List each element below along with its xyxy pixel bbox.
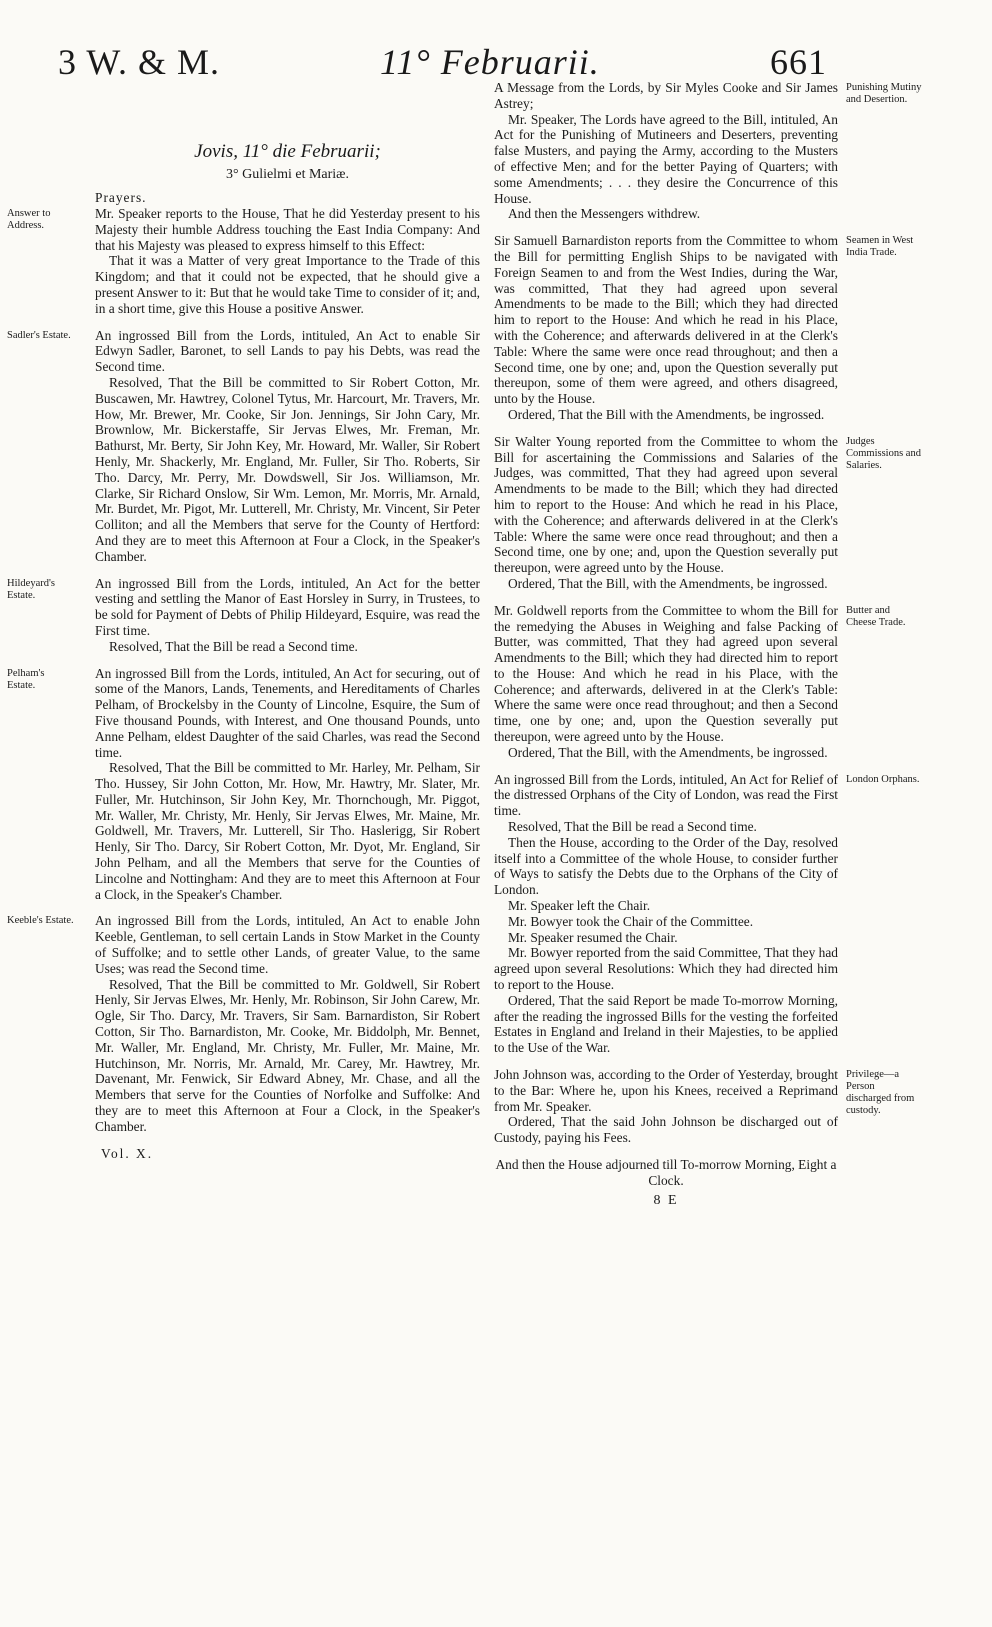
journal-entry <box>7 327 480 565</box>
margin-note: Pelham's Estate. <box>7 667 45 691</box>
entry-paragraph: Mr. Speaker resumed the Chair. <box>508 929 678 945</box>
entry-paragraph: Then the House, according to the Order of the Day, resolved itself into a Committee of the whole House, to consider further of Ways to satisfy the Debts due to the Orphans of the City of London. <box>494 834 838 898</box>
entry-paragraph: Ordered, That the said John Johnson be discharged out of Custody, paying his Fees. <box>494 1114 838 1146</box>
entry-paragraph: Mr. Speaker left the Chair. <box>508 898 651 914</box>
journal-entry <box>494 80 922 222</box>
entry-paragraph: Ordered, That the Bill with the Amendments, be ingrossed. <box>508 406 825 422</box>
page-number: 661 <box>770 42 827 82</box>
margin-note: Punishing Mutiny and Desertion. <box>846 82 922 105</box>
margin-note: Butter and Cheese Trade. <box>846 604 906 628</box>
journal-entry <box>494 233 914 423</box>
journal-entry <box>494 602 906 761</box>
entry-paragraph: Ordered, That the said Report be made To-morrow Morning, after the reading the ingrossed Bills for the vesting the forfeited Estates in England and Ireland in their Majesties, to be applied to the Use of the War. <box>494 992 838 1056</box>
left-column <box>7 80 480 1162</box>
journal-entry <box>494 433 921 592</box>
margin-note: Hildeyard's Estate. <box>7 577 55 601</box>
entry-paragraph: Mr. Speaker, The Lords have agreed to the Bill, intituled, An Act for the Punishing of Mutineers and Deserters, preventing false Musters, and paying the Army, according to the Musters of effective Men; and for the better Paying of Quarters; with some Amendments; . . . they desire the Concurrence of this House. <box>494 111 838 206</box>
right-entries <box>494 80 922 1146</box>
margin-note: Keeble's Estate. <box>7 915 74 927</box>
entry-paragraph: Resolved, That the Bill be read a Second time. <box>508 819 757 835</box>
entry-paragraph: Resolved, That the Bill be committed to Sir Robert Cotton, Mr. Buscawen, Mr. Hawtrey, Colonel Tytus, Mr. Harcourt, Mr. Travers, Mr. How, Mr. Brewer, Mr. Cooke, Sir Jon. Jennings, Sir John Cary, Mr. Brownlow, Mr. Bickerstaffe, Sir Jervas Elwes, Mr. Freman, Mr. Bathurst, Mr. Berty, Sir John Key, Mr. Howard, Mr. Waller, Sir Robert Henly, Mr. Shackerly, Mr. England, Mr. Fuller, Sir Tho. Roberts, Sir Tho. Darcy, Mr. Perry, Mr. Dowdswell, Sir Jos. Williamson, Mr. Clarke, Sir Richard Onslow, Sir Wm. Lemon, Mr. Morris, Mr. Arnald, Mr. Burdet, Mr. Pigot, Mr. Lutterell, Mr. Christy, Mr. Vincent, Sir Peter Colliton; and all the Members that serve for the County of Hertford: And they are to meet this Afternoon at Four a Clock, in the Speaker's Chamber. <box>95 374 480 564</box>
journal-entry <box>7 206 480 317</box>
entry-paragraph: That it was a Matter of very great Importance to the Trade of this Kingdom; and that it could not be expected, that he should give a present Answer to it: But that he would take Time to consider of it; and, in a short time, give this House a positive Answer. <box>95 253 480 316</box>
entry-paragraph: An ingrossed Bill from the Lords, intituled, An Act for securing, out of some of the Manors, Lands, Tenements, and Hereditaments of Charles Pelham, of Brockelsby in the County of Lincolne, Esquire, the Sum of Five thousand Pounds, with Interest, and One thousand Pounds, unto Anne Pelham, eldest Daughter of the said Charles, was read the Second time. <box>95 665 480 760</box>
signature-mark: 8 E <box>653 1192 679 1208</box>
day-subtitle: 3° Gulielmi et Mariæ. <box>225 167 350 182</box>
adjournment-line: And then the House adjourned till To-morrow Morning, Eight a Clock. <box>495 1157 837 1188</box>
entry-paragraph: Mr. Bowyer reported from the said Committee, That they had agreed upon several Resolutions: Which they had directed him to report to the House. <box>494 945 838 993</box>
volume-footer: Vol. X. <box>101 1145 154 1161</box>
journal-entry <box>7 665 480 903</box>
margin-note: Answer to Address. <box>7 208 51 231</box>
entry-paragraph: John Johnson was, according to the Order of Yesterday, brought to the Bar: Where he, upon his Knees, received a Reprimand from Mr. Speaker. <box>494 1067 838 1114</box>
entry-paragraph: An ingrossed Bill from the Lords, intituled, An Act for Relief of the distressed Orphans of the City of London, was read the First time. <box>494 771 838 819</box>
margin-note: Seamen in West India Trade. <box>846 235 914 259</box>
entry-paragraph: An ingrossed Bill from the Lords, intituled, An Act to enable John Keeble, Gentleman, to sell certain Lands in Stow Market in the County of Suffolke; and to settle other Lands, of greater Value, to the same Uses; was read the Second time. <box>95 913 480 976</box>
entry-paragraph: Mr. Speaker reports to the House, That he did Yesterday present to his Majesty their humble Address touching the East India Company: And that his Majesty was pleased to express himself to this Effect: <box>95 206 480 253</box>
journal-entry <box>7 913 480 1134</box>
journal-entry <box>494 1067 915 1146</box>
margin-note: Judges Commissions and Salaries. <box>846 435 921 471</box>
regnal-year: 3 W. & M. <box>58 42 221 82</box>
margin-note: London Orphans. <box>846 773 920 785</box>
right-column <box>494 80 922 1209</box>
entry-paragraph: A Message from the Lords, by Sir Myles Cooke and Sir James Astrey; <box>494 80 838 111</box>
entry-paragraph: Sir Walter Young reported from the Committee to whom the Bill for ascertaining the Commissions and Salaries of the Judges, was committed, That they had agreed upon several Amendments to be made to the Bill; which they had directed him to report to the House: And which he read in his Place, with the Coherence; and afterwards delivered in at the Clerk's Table: Where the same were once read throughout; and then a Second time, one by one; and, upon the Question severally put thereupon, were agreed unto by the House. <box>494 433 838 576</box>
left-entries <box>7 206 480 1135</box>
entry-paragraph: Mr. Bowyer took the Chair of the Committee. <box>508 913 754 929</box>
entry-paragraph: Ordered, That the Bill, with the Amendments, be ingrossed. <box>508 744 828 760</box>
entry-paragraph: Resolved, That the Bill be read a Second time. <box>109 638 358 654</box>
day-title: Jovis, 11° die Februarii; <box>194 141 381 162</box>
entry-paragraph: Mr. Goldwell reports from the Committee to whom the Bill for the remedying the Abuses in Weighing and false Packing of Butter, was committed, That they had agreed upon several Amendments to the Bill; which they had directed him to report to the House: And which he read in his Place, with the Coherence; and afterwards, delivered in at the Clerk's Table: Where the same were once read throughout; and then a Second time, one by one; and, upon the Question severally put thereupon, were agreed unto by the House. <box>494 602 838 745</box>
entry-paragraph: And then the Messengers withdrew. <box>508 206 701 222</box>
entry-paragraph: Sir Samuell Barnardiston reports from the Committee to whom the Bill for permitting English Ships to be navigated with Foreign Seamen to and from the West Indies, during the War, was committed, That they had agreed upon several Amendments to be made to the Bill; which they had directed him to report to the House: And which he read in his Place, with the Coherence; and afterwards delivered in at the Clerk's Table: Where the same were once read throughout; and then a Second time, one by one; and, upon the Question severally put thereupon, some of them were agreed, and others disagreed, unto by the House. <box>494 233 838 407</box>
margin-note: Privilege—a Person discharged from custody. <box>846 1069 915 1117</box>
entry-paragraph: Resolved, That the Bill be committed to Mr. Harley, Mr. Pelham, Sir Tho. Hussey, Sir John Cotton, Mr. How, Mr. Hawtry, Mr. Slater, Mr. Fuller, Mr. Hutchinson, Sir John Key, Mr. Thornchough, Mr. Piggot, Mr. Waller, Mr. Christy, Mr. Henly, Sir Jervas Elwes, Mr. Maine, Mr. Goldwell, Mr. Travers, Mr. Lutterell, Sir Tho. Haslerigg, Sir Robert Henly, Sir Tho. Darcy, Sir Robert Cotton, Mr. Dyot, Mr. England, Sir John Pelham, and all the Members that serve for the Counties of Lincolne and Nottingham: And they are to meet this Afternoon at Four a Clock, in the Speaker's Chamber. <box>95 760 480 902</box>
entry-paragraph: An ingrossed Bill from the Lords, intituled, An Act for the better vesting and settling the Manor of East Horsley in Surry, in Trustees, to be sold for Payment of Debts of Philip Hildeyard, Esquire, was read the First time. <box>95 575 480 638</box>
prayers-heading: Prayers. <box>95 190 147 205</box>
entry-paragraph: Resolved, That the Bill be committed to Mr. Goldwell, Sir Robert Henly, Sir Jervas Elwes, Mr. Henly, Mr. Robinson, Sir John Carew, Mr. Ogle, Sir Tho. Darcy, Mr. Travers, Sir Sam. Barnardiston, Sir Robert Cotton, Sir Tho. Barnardiston, Mr. Cooke, Mr. Biddolph, Mr. Bennet, Mr. Waller, Mr. England, Mr. Christy, Mr. Fuller, Mr. Maine, Mr. Hutchinson, Mr. Norris, Mr. Arnald, Mr. Carey, Mr. Hawtrey, Mr. Davenant, Mr. Fenwick, Sir Edward Abney, Mr. Chase, and all the Members that serve for the Counties of Norfolke and Suffolke: And they are to meet this Afternoon at Four a Clock, in the Speaker's Chamber. <box>95 976 480 1134</box>
journal-entry <box>494 771 920 1056</box>
entry-paragraph: An ingrossed Bill from the Lords, intituled, An Act to enable Sir Edwyn Sadler, Baronet, to sell Lands to pay his Debts, was read the Second time. <box>95 327 480 375</box>
header-date: 11° Februarii. <box>380 42 600 82</box>
margin-note: Sadler's Estate. <box>7 329 71 341</box>
entry-paragraph: Ordered, That the Bill, with the Amendments, be ingrossed. <box>508 575 828 591</box>
journal-entry <box>7 575 480 655</box>
